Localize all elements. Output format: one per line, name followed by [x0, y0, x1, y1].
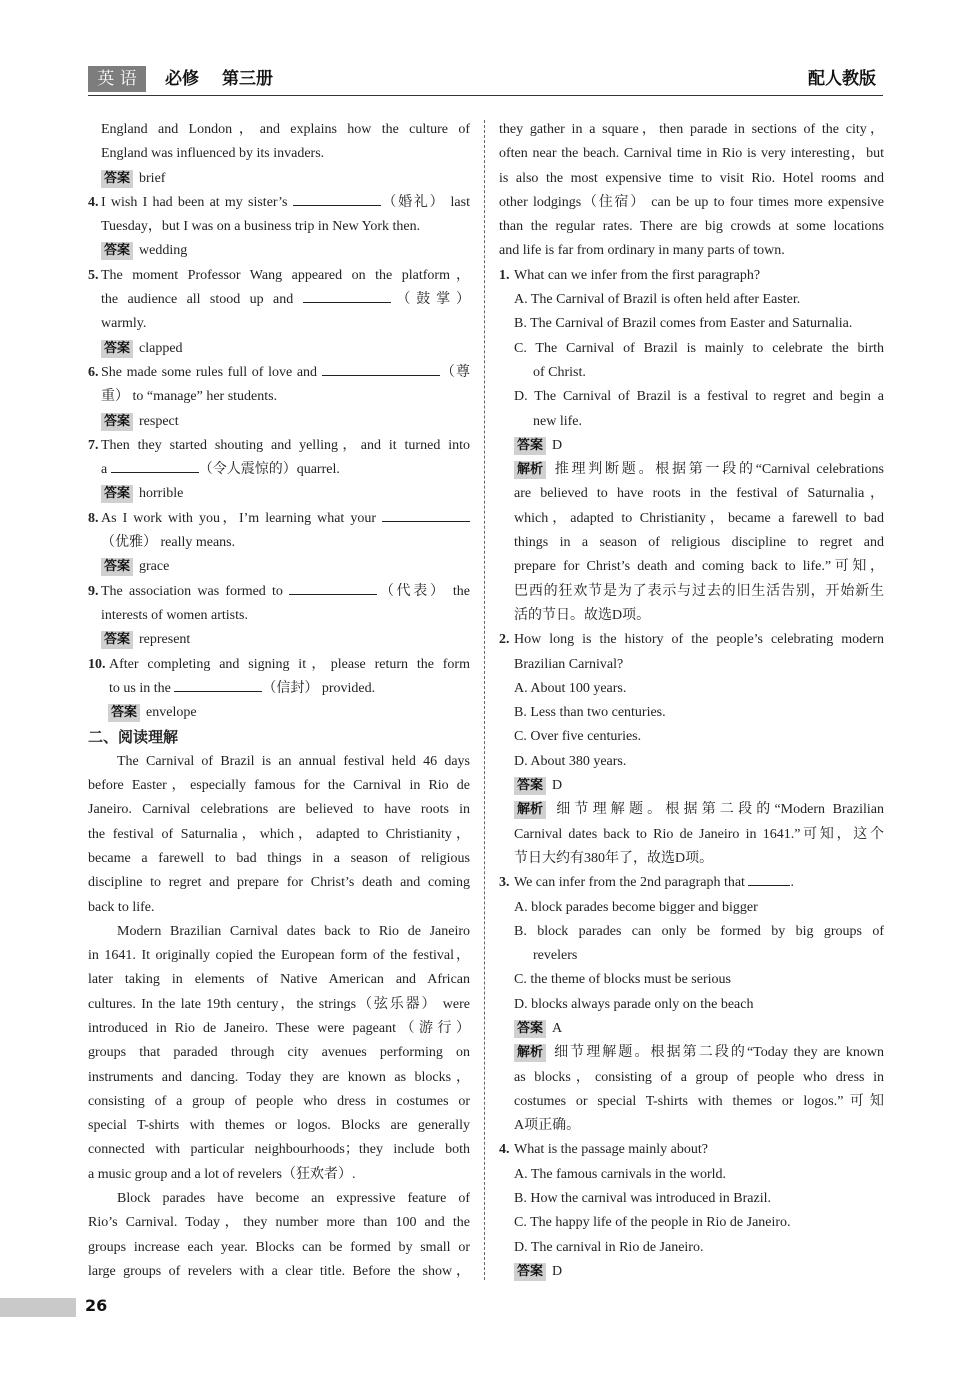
text-line: they gather in a square，then parade in sections of the city， — [499, 122, 884, 137]
book-title: 必修 — [165, 69, 199, 89]
answer-blank — [382, 508, 470, 522]
option-c: C. The happy life of the people in Rio de Janeiro. — [514, 1215, 791, 1231]
text-line: 节日大约有380年了，故选D项。 — [514, 850, 714, 866]
question-text-line — [88, 677, 470, 701]
question-text: As I work with you，I’m learning what your — [101, 510, 382, 526]
answer-text: D — [552, 1263, 563, 1279]
text-line: Rio’s Carnival. Today，they number more than 100 and the — [88, 1215, 470, 1231]
option-b-continued: revelers — [533, 948, 578, 964]
question-text: a — [101, 462, 111, 478]
text-line: groups increase each year. Blocks can be formed by small or — [88, 1239, 470, 1255]
text-line: special T-shirts with themes or logos. Blocks are generally — [88, 1118, 470, 1134]
question-stem: We can infer from the 2nd paragraph that — [514, 875, 749, 891]
text-line: Modern Brazilian Carnival dates back to Rio de Janeiro — [117, 923, 470, 939]
analysis-text: 细节理解题。根据第二段的“Modern Brazilian — [552, 802, 884, 818]
answer-row — [499, 434, 884, 458]
analysis-text-block — [499, 823, 884, 872]
text-line: in 1641. It originally copied the European form of the festival， — [88, 948, 470, 964]
question-10 — [88, 653, 470, 677]
question-text: （尊 — [439, 364, 470, 380]
analysis-label: 解析 — [514, 801, 546, 819]
text-line: 活的节日。故选D项。 — [514, 607, 651, 623]
question-number: 4. — [88, 194, 99, 210]
question-stem: What can we infer from the first paragraph? — [514, 267, 761, 283]
answer-text: D — [552, 778, 563, 794]
option-c: C. Over five centuries. — [514, 729, 642, 745]
question-stem-continued: Brazilian Carnival? — [514, 656, 624, 672]
answer-row — [499, 774, 884, 798]
text-line: England and London，and explains how the culture of — [101, 122, 470, 137]
footer-bar — [0, 1298, 76, 1317]
text-line: cultures. In the late 19th century，the strings（弦乐器） were — [88, 996, 470, 1012]
answer-row — [88, 167, 470, 191]
answer-text: grace — [139, 559, 170, 575]
text-line: are believed to have roots in the festival of Saturnalia， — [514, 486, 884, 502]
question-text: Tuesday，but I was on a business trip in New York then. — [101, 219, 421, 235]
answer-text: envelope — [146, 705, 197, 721]
option-b: B. The Carnival of Brazil comes from Easter and Saturnalia. — [514, 316, 853, 332]
question-text: 重） to “manage” her students. — [101, 389, 278, 405]
question-text: （令人震惊的）quarrel. — [198, 462, 340, 478]
answer-blank — [303, 289, 391, 303]
subject-badge: 英 语 — [88, 66, 146, 92]
text-line: The Carnival of Brazil is an annual festival held 46 days — [117, 753, 470, 769]
option-a: A. The famous carnivals in the world. — [514, 1166, 727, 1182]
answer-label: 答案 — [514, 1263, 546, 1281]
analysis-row — [499, 798, 884, 822]
option-b: B. How the carnival was introduced in Brazil. — [514, 1191, 771, 1207]
option-a: A. block parades become bigger and bigger — [514, 899, 758, 915]
reading-question-2 — [499, 628, 884, 652]
analysis-row — [499, 458, 884, 482]
answer-row — [88, 410, 470, 434]
text-line: introduced in Rio de Janeiro. These were pageant（游行） — [88, 1020, 470, 1036]
answer-row — [88, 555, 470, 579]
page-number: 26 — [85, 1296, 108, 1315]
question-number: 5. — [88, 267, 99, 283]
text-line: as blocks，consisting of a group of people who dress in — [514, 1069, 884, 1085]
question-7 — [88, 434, 470, 458]
answer-blank — [289, 581, 377, 595]
text-line: costumes or special T-shirts with themes or logos.”可知 — [514, 1093, 884, 1109]
analysis-text: 细节理解题。根据第二段的“Today they are known — [552, 1045, 884, 1061]
option-a: A. About 100 years. — [514, 680, 627, 696]
reading-question-4 — [499, 1138, 884, 1162]
question-stem: . — [790, 875, 794, 891]
analysis-text: 推理判断题。根据第一段的“Carnival celebrations — [552, 462, 884, 478]
answer-label: 答案 — [101, 170, 133, 188]
option-c: C. The Carnival of Brazil is mainly to celebrate the birth — [514, 340, 884, 356]
question-9 — [88, 580, 470, 604]
answer-blank — [322, 362, 440, 376]
answer-text: A — [552, 1020, 563, 1036]
analysis-text-block — [499, 482, 884, 628]
text-line: Janeiro. Carnival celebrations are believed to have roots in — [88, 802, 470, 818]
header-rule — [88, 95, 883, 96]
question-text: （优雅） really means. — [101, 535, 236, 551]
text-line: discipline to regret and prepare for Christ’s death and coming — [88, 875, 470, 891]
option-b: B. Less than two centuries. — [514, 705, 666, 721]
answer-row — [88, 482, 470, 506]
text-line: often near the beach. Carnival time in Rio is very interesting，but — [499, 146, 884, 162]
answer-row — [499, 1017, 884, 1041]
answer-label: 答案 — [101, 242, 133, 260]
text-line: the festival of Saturnalia，which，adapted to Christianity， — [88, 826, 470, 842]
question-number: 4. — [499, 1142, 510, 1158]
reading-question-3 — [499, 871, 884, 895]
answer-row — [88, 628, 470, 652]
analysis-text-block — [499, 1066, 884, 1139]
answer-row — [88, 701, 470, 725]
option-a: A. The Carnival of Brazil is often held after Easter. — [514, 292, 801, 308]
text-line: before Easter，especially famous for the Carnival in Rio de — [88, 778, 470, 794]
passage-paragraph-3-continued — [499, 118, 884, 264]
option-d-continued: new life. — [533, 413, 582, 429]
analysis-label: 解析 — [514, 1044, 546, 1062]
text-line: groups that paraded through city avenues performing on — [88, 1045, 470, 1061]
question-number: 1. — [499, 267, 510, 283]
text-line: Block parades have become an expressive feature of — [117, 1191, 470, 1207]
passage-paragraph-3 — [88, 1187, 470, 1284]
question-number: 9. — [88, 583, 99, 599]
text-line: other lodgings（住宿） can be up to four times more expensive — [499, 194, 884, 210]
question-text: I wish I had been at my sister’s — [101, 194, 293, 210]
answer-text: respect — [139, 413, 179, 429]
answer-text: represent — [139, 632, 191, 648]
analysis-row — [499, 1041, 884, 1065]
section-title: 二、阅读理解 — [88, 728, 179, 747]
answer-label: 答案 — [101, 413, 133, 431]
right-column — [499, 118, 884, 1284]
question-text: The association was formed to — [101, 583, 290, 599]
text-line: which，adapted to Christianity，became a farewell to bad — [514, 510, 884, 526]
answer-label: 答案 — [108, 704, 140, 722]
text-line: A项正确。 — [514, 1118, 581, 1134]
option-d: D. About 380 years. — [514, 753, 627, 769]
answer-blank — [174, 678, 262, 692]
text-line: became a farewell to bad things in a season of religious — [88, 850, 470, 866]
answer-label: 答案 — [101, 340, 133, 358]
text-line: things in a season of religious discipline to regret and — [514, 535, 884, 551]
question-text: The moment Professor Wang appeared on the platform， — [101, 267, 470, 283]
question-5 — [88, 264, 470, 288]
answer-label: 答案 — [101, 485, 133, 503]
analysis-label: 解析 — [514, 461, 546, 479]
question-number: 2. — [499, 632, 510, 648]
text-line: than the regular rates. There are big crowds at some locations — [499, 219, 884, 235]
question-number: 8. — [88, 510, 99, 526]
text-line: large groups of revelers with a clear title. Before the show， — [88, 1263, 470, 1279]
question-text: （鼓掌） — [390, 292, 470, 308]
answer-text: horrible — [139, 486, 184, 502]
answer-label: 答案 — [514, 777, 546, 795]
question-3-tail — [88, 118, 470, 167]
book-volume: 第三册 — [222, 69, 273, 89]
question-text: the audience all stood up and — [101, 292, 303, 308]
answer-text: clapped — [139, 340, 183, 356]
answer-label: 答案 — [101, 631, 133, 649]
text-line: Carnival dates back to Rio de Janeiro in 1641.”可知，这个 — [514, 826, 884, 842]
answer-text: D — [552, 437, 563, 453]
question-number: 7. — [88, 437, 99, 453]
question-text: Then they started shouting and yelling，and it turned into — [101, 437, 470, 453]
option-c: C. the theme of blocks must be serious — [514, 972, 731, 988]
answer-row — [499, 1260, 884, 1284]
question-number: 10. — [88, 656, 106, 672]
question-stem: What is the passage mainly about? — [514, 1142, 708, 1158]
text-line: a music group and a lot of revelers（狂欢者）. — [88, 1166, 356, 1182]
option-b: B. block parades can only be formed by big groups of — [514, 923, 884, 939]
text-line: and life is far from ordinary in many parts of town. — [499, 243, 785, 259]
question-number: 6. — [88, 364, 99, 380]
question-6 — [88, 361, 470, 385]
option-c-continued: of Christ. — [533, 364, 586, 380]
answer-row — [88, 337, 470, 361]
question-text: to us in the — [109, 680, 175, 696]
text-line: prepare for Christ’s death and coming back to life.”可知， — [514, 559, 884, 575]
question-text-line — [88, 288, 470, 312]
option-d: D. The carnival in Rio de Janeiro. — [514, 1239, 704, 1255]
answer-label: 答案 — [514, 437, 546, 455]
question-text: She made some rules full of love and — [101, 364, 322, 380]
answer-blank — [293, 192, 381, 206]
answer-blank — [111, 459, 199, 473]
text-line: 巴西的狂欢节是为了表示与过去的旧生活告别，开始新生 — [514, 583, 884, 599]
question-text: （代表） the — [377, 583, 470, 599]
option-d: D. blocks always parade only on the beach — [514, 996, 754, 1012]
question-number: 3. — [499, 875, 510, 891]
column-divider — [484, 120, 485, 1280]
question-stem: How long is the history of the people’s celebrating modern — [514, 632, 884, 648]
reading-question-1 — [499, 264, 884, 288]
answer-label: 答案 — [101, 558, 133, 576]
question-text: interests of women artists. — [101, 607, 248, 623]
text-line: is also the most expensive time to visit Rio. Hotel rooms and — [499, 170, 884, 186]
answer-label: 答案 — [514, 1020, 546, 1038]
text-line: instruments and dancing. Today they are known as blocks， — [88, 1069, 470, 1085]
text-line: later taking in elements of Native American and African — [88, 972, 470, 988]
answer-row — [88, 239, 470, 263]
passage-paragraph-1 — [88, 750, 470, 920]
question-text: warmly. — [101, 316, 147, 332]
answer-text: brief — [139, 170, 166, 186]
text-line: England was influenced by its invaders. — [101, 146, 325, 162]
question-text: （信封） provided. — [262, 680, 376, 696]
question-text: After completing and signing it，please return the form — [109, 656, 470, 672]
option-d: D. The Carnival of Brazil is a festival to regret and begin a — [514, 389, 884, 405]
answer-text: wedding — [139, 243, 188, 259]
passage-paragraph-2 — [88, 920, 470, 1187]
text-line: back to life. — [88, 899, 155, 915]
answer-blank — [748, 872, 790, 886]
edition-label: 配人教版 — [808, 69, 876, 89]
question-text-line — [88, 458, 470, 482]
text-line: connected with particular neighbourhoods；they include both — [88, 1142, 470, 1158]
left-column — [88, 118, 470, 1284]
text-line: consisting of a group of people who dress in costumes or — [88, 1093, 470, 1109]
question-4 — [88, 191, 470, 215]
question-text: （婚礼） last — [380, 194, 470, 210]
question-8 — [88, 507, 470, 531]
